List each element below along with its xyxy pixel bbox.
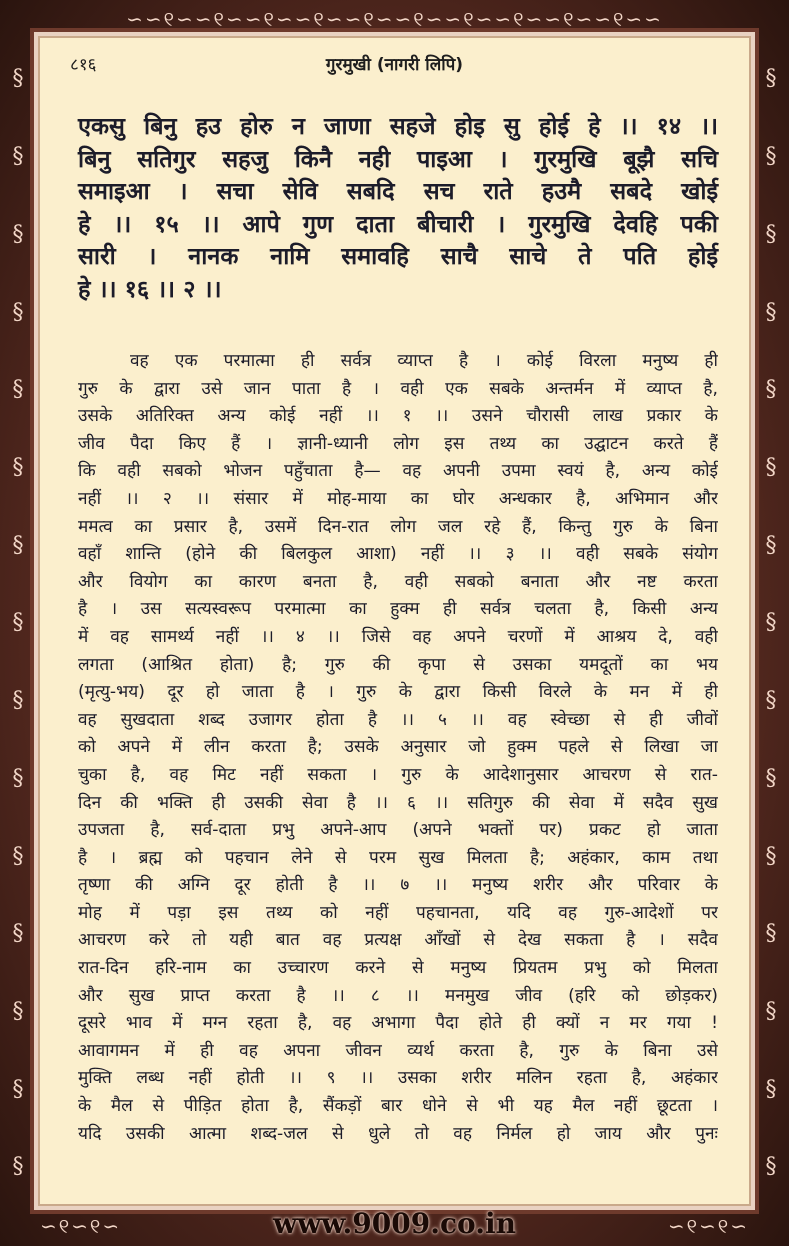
gurbani-line: समाइआ । सचा सेवि सबदि सच राते हउमै सबदे खोई xyxy=(78,177,718,206)
running-title: गुरमुखी (नागरी लिपि) xyxy=(325,55,464,75)
gurbani-line: सारी । नानक नामि समावहि साचै साचे ते पति होई xyxy=(78,242,718,271)
translation-line: दिन की भक्ति ही उसकी सेवा है ।। ६ ।। सतिगुरु की सेवा में सदैव सुख xyxy=(78,792,718,813)
translation-line: आचरण करे तो यही बात वह प्रत्यक्ष आँखों से देख सकता है । सदैव xyxy=(78,930,718,951)
gurbani-line: हे ।। १६ ।। २ ।। xyxy=(78,274,222,303)
translation-line: है । ब्रह्म को पहचान लेने से परम सुख मिलता है; अहंकार, काम तथा xyxy=(78,847,718,868)
translation-line: ममत्व का प्रसार है, उसमें दिन-रात लोग जल रहे हैं, किन्तु गुरु के बिना xyxy=(78,516,718,537)
translation-line: कि वही सबको भोजन पहुँचाता है— वह अपनी उपमा स्वयं है, अन्य कोई xyxy=(78,461,718,482)
decorative-border-top: ∽∽୧∽∽୧∽∽୧∽∽୧∽∽୧∽∽୧∽∽୧∽∽୧∽∽୧∽∽୧∽∽ xyxy=(126,7,663,31)
translation-line: दूसरे भाव में मग्न रहता है, वह अभागा पैदा होते ही क्यों न मर गया ! xyxy=(78,1013,718,1034)
translation-line: यदि उसकी आत्मा शब्द-जल से धुले तो वह निर्मल हो जाय और पुनः xyxy=(78,1123,718,1144)
decorative-scroll-left: ∽୧∽୧∽ xyxy=(40,1214,122,1238)
translation-line: लगता (आश्रित होता) है; गुरु की कृपा से उसका यमदूतों का भय xyxy=(78,654,718,675)
translation-line: जीव पैदा किए हैं । ज्ञानी-ध्यानी लोग इस तथ्य का उद्घाटन करते हैं xyxy=(78,433,718,454)
translation-line: वह एक परमात्मा ही सर्वत्र व्याप्त है । कोई विरला मनुष्य ही xyxy=(130,351,718,371)
translation-line: नहीं ।। २ ।। संसार में मोह-माया का घोर अन्धकार है, अभिमान और xyxy=(78,488,718,509)
translation-line: और वियोग का कारण बनता है, वही सबको बनाता और नष्ट करता xyxy=(78,571,718,592)
decorative-border-left: § § § § § § § § § § § § § § § xyxy=(12,66,24,1180)
translation-line: वह सुखदाता शब्द उजागर होता है ।। ५ ।। वह स्वेच्छा से ही जीवों xyxy=(78,709,718,730)
gurbani-line: एकसु बिनु हउ होरु न जाणा सहजे होइ सु होई हे ।। १४ ।। xyxy=(78,112,718,140)
decorative-border-right: § § § § § § § § § § § § § § § xyxy=(765,66,777,1180)
gurbani-verse xyxy=(78,110,718,306)
translation-line: के मैल से पीड़ित होता है, सैंकड़ों बार धोने से भी यह मैल नहीं छूटता । xyxy=(78,1096,718,1117)
decorative-scroll-right: ∽୧∽୧∽ xyxy=(667,1214,749,1238)
translation-line: चुका है, वह मिट नहीं सकता । गुरु के आदेशानुसार आचरण से रात- xyxy=(78,764,718,785)
translation-line: को अपने में लीन करता है; उसके अनुसार जो हुक्म पहले से लिखा जा xyxy=(78,737,718,758)
translation-line: में वह सामर्थ्य नहीं ।। ४ ।। जिसे वह अपने चरणों में आश्रय दे, वही xyxy=(78,626,718,647)
gurbani-line: बिनु सतिगुर सहजु किनै नही पाइआ । गुरमुखि बूझै सचि xyxy=(78,144,718,173)
website-url[interactable]: www.9009.co.in xyxy=(273,1207,516,1240)
translation-line: तृष्णा की अग्नि दूर होती है ।। ७ ।। मनुष्य शरीर और परिवार के xyxy=(78,875,718,896)
gurbani-line: हे ।। १५ ।। आपे गुण दाता बीचारी । गुरमुखि देवहि पकी xyxy=(78,209,718,238)
translation-line: और सुख प्राप्त करता है ।। ८ ।। मनमुख जीव (हरि को छोड़कर) xyxy=(78,985,718,1006)
translation-line: है । उस सत्यस्वरूप परमात्मा का हुक्म ही सर्वत्र चलता है, किसी अन्य xyxy=(78,599,718,620)
page-header xyxy=(60,52,729,78)
page-content xyxy=(38,36,751,1206)
page-number: ८१६ xyxy=(70,55,97,75)
translation-line: गुरु के द्वारा उसे जान पाता है । वही एक सबके अन्तर्मन में व्याप्त है, xyxy=(78,378,718,399)
hindi-translation xyxy=(78,348,718,1148)
translation-line: आवागमन में ही वह अपना जीवन व्यर्थ करता है, गुरु के बिना उसे xyxy=(78,1040,718,1061)
translation-line: उसके अतिरिक्त अन्य कोई नहीं ।। १ ।। उसने चौरासी लाख प्रकार के xyxy=(78,406,718,427)
translation-line: रात-दिन हरि-नाम का उच्चारण करने से मनुष्य प्रियतम प्रभु को मिलता xyxy=(78,958,718,979)
translation-line: मुक्ति लब्ध नहीं होती ।। ९ ।। उसका शरीर मलिन रहता है, अहंकार xyxy=(78,1068,718,1089)
translation-line: वहाँ शान्ति (होने की बिलकुल आशा) नहीं ।। ३ ।। वही सबके संयोग xyxy=(78,544,718,565)
translation-line: (मृत्यु-भय) दूर हो जाता है । गुरु के द्वारा किसी विरले के मन में ही xyxy=(78,682,718,703)
translation-line: मोह में पड़ा इस तथ्य को नहीं पहचानता, यदि वह गुरु-आदेशों पर xyxy=(78,902,718,923)
translation-line: उपजता है, सर्व-दाता प्रभु अपने-आप (अपने भक्तों पर) प्रकट हो जाता xyxy=(78,820,718,841)
